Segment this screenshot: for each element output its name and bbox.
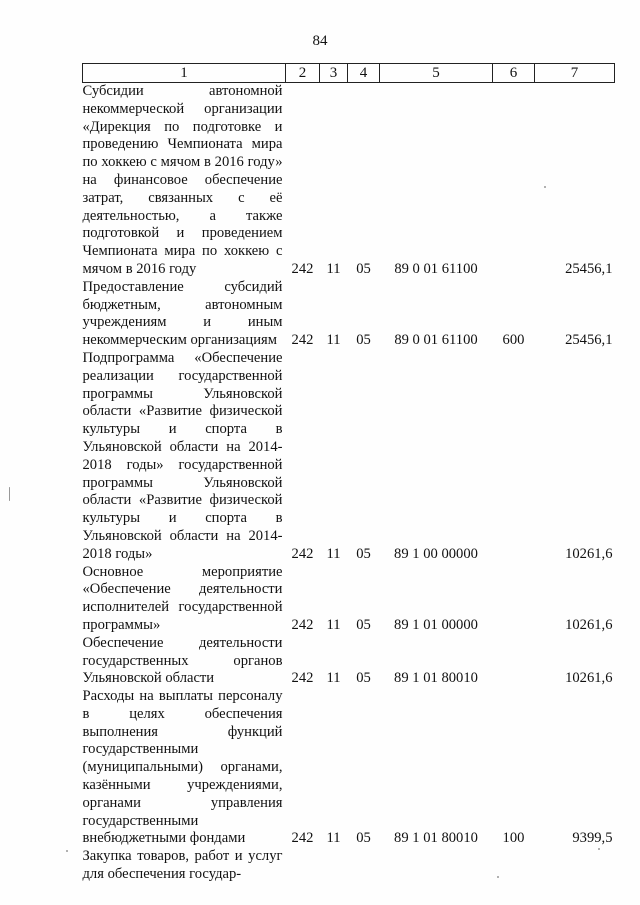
table-row: [83, 564, 615, 635]
row-code-3: 11: [326, 616, 341, 633]
row-code-5: 89 1 01 00000: [394, 616, 478, 633]
row-code-5: 89 1 01 80010: [394, 830, 478, 847]
row-code-2: 242: [291, 545, 314, 562]
row-code-3: 11: [326, 830, 341, 847]
scan-speck: [9, 487, 10, 501]
row-code-3: 11: [326, 545, 341, 562]
table-row: [83, 635, 615, 688]
row-code-6: [493, 635, 535, 688]
row-code-5: 89 0 01 61100: [394, 332, 478, 349]
row-description: Закупка товаров, работ и услуг для обеспечения государ-: [82, 848, 283, 883]
row-code-4: [348, 848, 380, 884]
row-code-5: [380, 848, 493, 884]
row-code-6: [493, 350, 535, 564]
table-row: [83, 279, 615, 350]
scan-speck: [497, 876, 499, 878]
row-amount: 9399,5: [572, 830, 613, 847]
row-amount: [535, 848, 615, 884]
scan-speck: [66, 850, 68, 852]
column-header-6: 6: [493, 64, 535, 83]
row-amount: 10261,6: [565, 670, 613, 687]
row-code-5: 89 1 01 80010: [394, 670, 478, 687]
table-header-row: [83, 64, 615, 83]
row-code-2: [286, 848, 320, 884]
row-code-2: 242: [291, 332, 314, 349]
row-amount: 10261,6: [565, 545, 613, 562]
row-description: Расходы на выплаты персоналу в целях обеспечения выполнения функций государственными (муниципальными) органами, казёнными учреждениями, органами управления государственными внебюджетными фондами: [82, 688, 283, 847]
row-code-4: 05: [356, 545, 371, 562]
row-code-6: [493, 83, 535, 279]
column-header-3: 3: [320, 64, 348, 83]
column-header-1: 1: [83, 64, 286, 83]
row-code-6: 600: [502, 332, 525, 349]
row-amount: 10261,6: [565, 616, 613, 633]
row-code-6: 100: [502, 830, 525, 847]
row-amount: 25456,1: [565, 260, 613, 277]
row-code-3: 11: [326, 332, 341, 349]
scan-speck: [544, 186, 546, 188]
row-amount: 25456,1: [565, 332, 613, 349]
column-header-7: 7: [535, 64, 615, 83]
row-code-2: 242: [291, 830, 314, 847]
table-row: [83, 688, 615, 848]
table-row: [83, 83, 615, 279]
row-code-6: [493, 564, 535, 635]
row-code-4: 05: [356, 332, 371, 349]
row-code-3: 11: [326, 670, 341, 687]
row-description: Подпрограмма «Обеспечение реализации государственной программы Ульяновской области «Развитие физической культуры и спорта в Ульяновской области на 2014-2018 годы» государственной программы Ульяновской области «Развитие физической культуры и спорта в Ульяновской области на 2014-2018 годы»: [82, 349, 283, 562]
scan-speck: [598, 848, 600, 850]
row-code-2: 242: [291, 616, 314, 633]
row-code-6: [493, 848, 535, 884]
row-code-4: 05: [356, 830, 371, 847]
row-code-4: 05: [356, 260, 371, 277]
table-row: [83, 848, 615, 884]
row-description: Предоставление субсидий бюджетным, автономным учреждениям и иным некоммерческим организациям: [82, 278, 283, 349]
row-code-5: 89 0 01 61100: [394, 260, 478, 277]
row-description: Основное мероприятие «Обеспечение деятельности исполнителей государственной программы»: [82, 563, 283, 633]
table-row: [83, 350, 615, 564]
row-code-4: 05: [356, 670, 371, 687]
page-number: 84: [312, 33, 328, 49]
row-code-5: 89 1 00 00000: [394, 545, 478, 562]
row-description: Обеспечение деятельности государственных органов Ульяновской области: [82, 634, 283, 687]
column-header-5: 5: [380, 64, 493, 83]
row-code-4: 05: [356, 616, 371, 633]
row-code-2: 242: [291, 260, 314, 277]
column-header-2: 2: [286, 64, 320, 83]
column-header-4: 4: [348, 64, 380, 83]
row-code-2: 242: [291, 670, 314, 687]
row-description: Субсидии автономной некоммерческой организации «Дирекция по подготовке и проведению Чемпионата мира по хоккею с мячом в 2016 году» на финансовое обеспечение затрат, связанных с её деятельностью, а также подготовкой и проведением Чемпионата мира по хоккею с мячом в 2016 году: [82, 83, 283, 277]
budget-table: [82, 63, 615, 884]
row-code-3: 11: [326, 260, 341, 277]
row-code-3: [320, 848, 348, 884]
